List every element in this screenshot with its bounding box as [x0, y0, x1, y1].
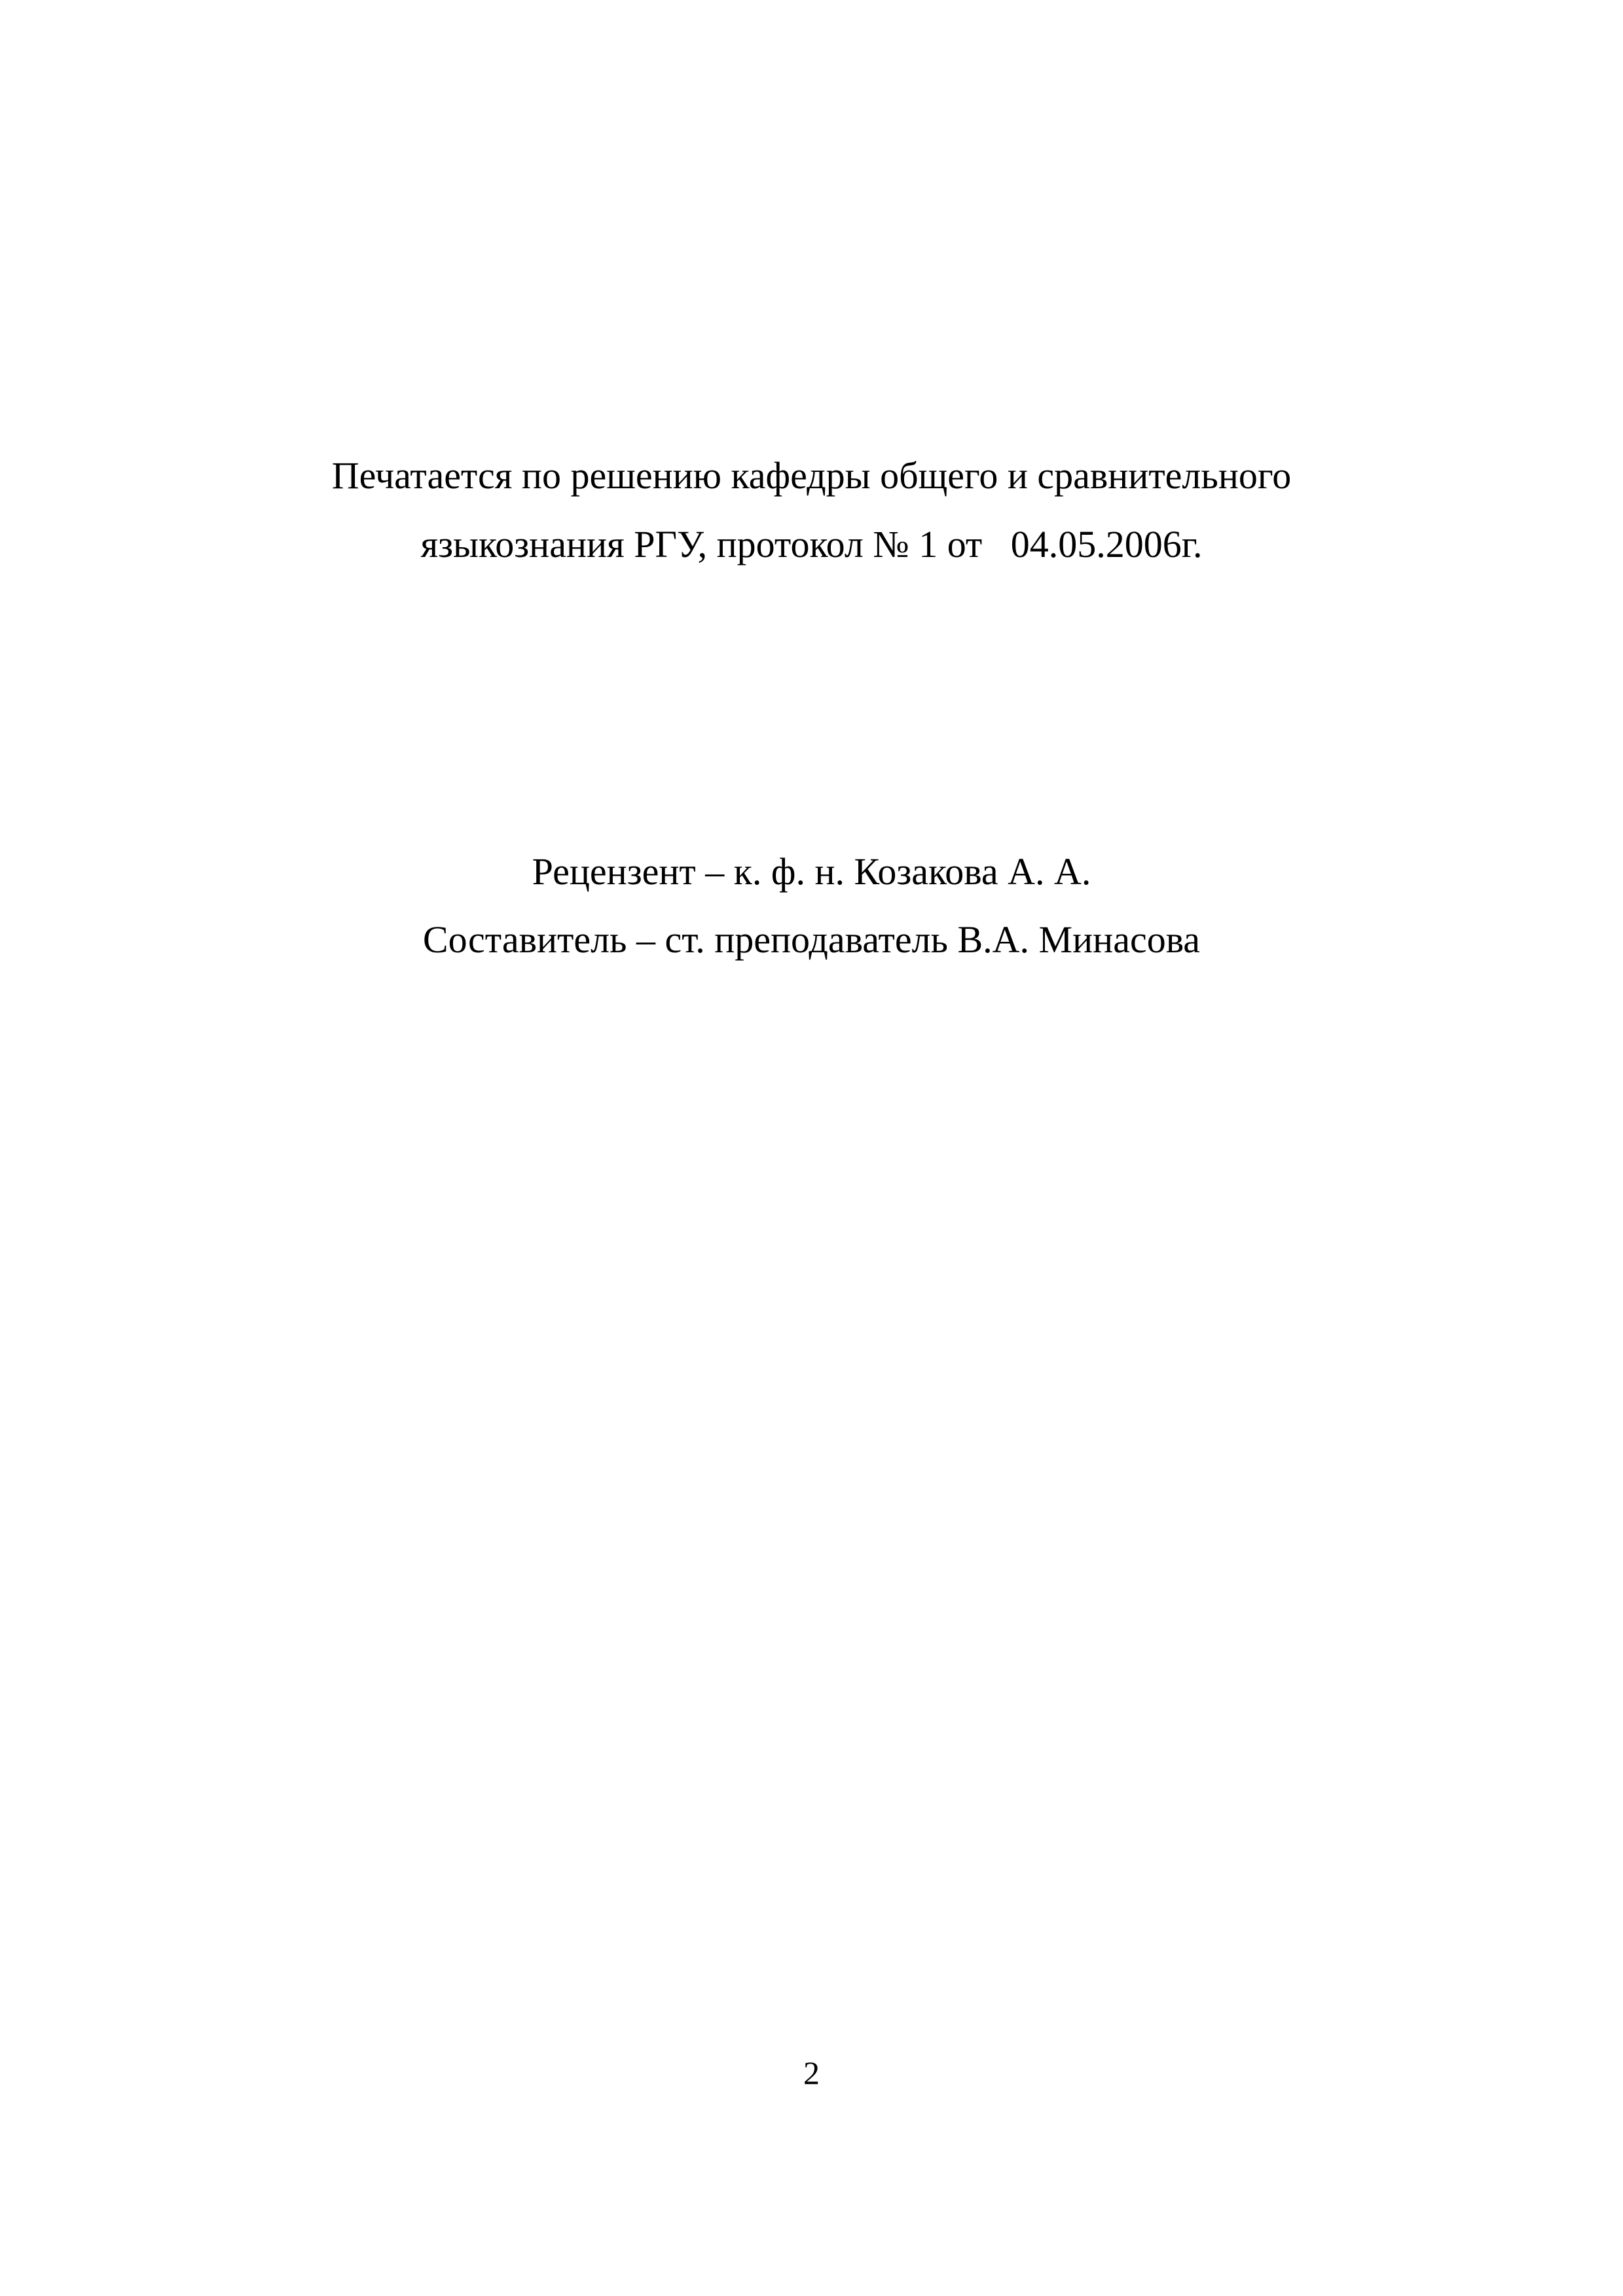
page-number: 2	[803, 2054, 820, 2091]
approval-statement-line-1: Печатается по решению кафедры общего и сравнительного	[331, 454, 1292, 497]
approval-statement-line-2: языкознания РГУ, протокол № 1 от 04.05.2006г.	[420, 523, 1203, 565]
compiler-credit: Составитель – ст. преподаватель В.А. Минасова	[422, 918, 1201, 961]
reviewer-credit: Рецензент – к. ф. н. Козакова А. А.	[532, 850, 1091, 893]
